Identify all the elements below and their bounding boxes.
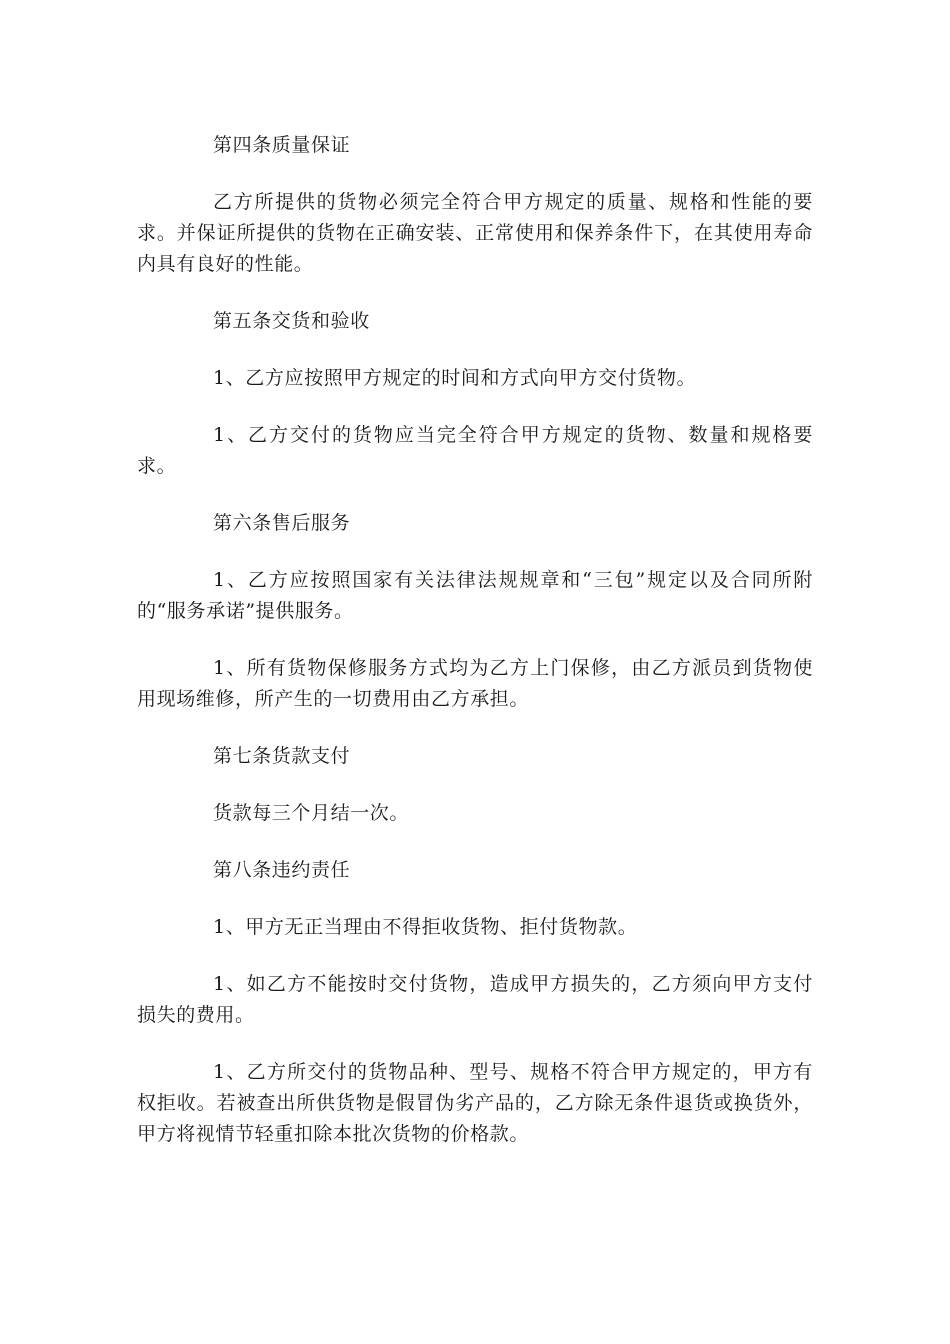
article-5-clause-2: 1、乙方交付的货物应当完全符合甲方规定的货物、数量和规格要求。 <box>137 424 813 477</box>
article-6-clause-1: 1、乙方应按照国家有关法律法规规章和“三包”规定以及合同所附的“服务承诺”提供服务。 <box>137 569 813 622</box>
article-7-heading: 第七条货款支付 <box>213 745 351 767</box>
article-8-clause-2: 1、如乙方不能按时交付货物，造成甲方损失的，乙方须向甲方支付损失的费用。 <box>137 973 813 1026</box>
article-6-clause-2: 1、所有货物保修服务方式均为乙方上门保修，由乙方派员到货物使用现场维修，所产生的一切费用由乙方承担。 <box>137 657 813 710</box>
document-page <box>137 130 813 1176</box>
article-8-clause-1: 1、甲方无正当理由不得拒收货物、拒付货物款。 <box>213 916 638 938</box>
article-7-body: 货款每三个月结一次。 <box>213 802 410 824</box>
article-4-heading: 第四条质量保证 <box>213 134 351 156</box>
article-8-heading: 第八条违约责任 <box>213 859 351 881</box>
article-5-clause-1: 1、乙方应按照甲方规定的时间和方式向甲方交付货物。 <box>213 367 697 389</box>
article-8-clause-3: 1、乙方所交付的货物品种、型号、规格不符合甲方规定的，甲方有权拒收。若被查出所供货物是假冒伪劣产品的，乙方除无条件退货或换货外，甲方将视情节轻重扣除本批次货物的价格款。 <box>137 1061 813 1145</box>
article-6-heading: 第六条售后服务 <box>213 512 351 534</box>
article-4-body: 乙方所提供的货物必须完全符合甲方规定的质量、规格和性能的要求。并保证所提供的货物在正确安装、正常使用和保养条件下，在其使用寿命内具有良好的性能。 <box>137 191 813 275</box>
article-5-heading: 第五条交货和验收 <box>213 310 370 332</box>
